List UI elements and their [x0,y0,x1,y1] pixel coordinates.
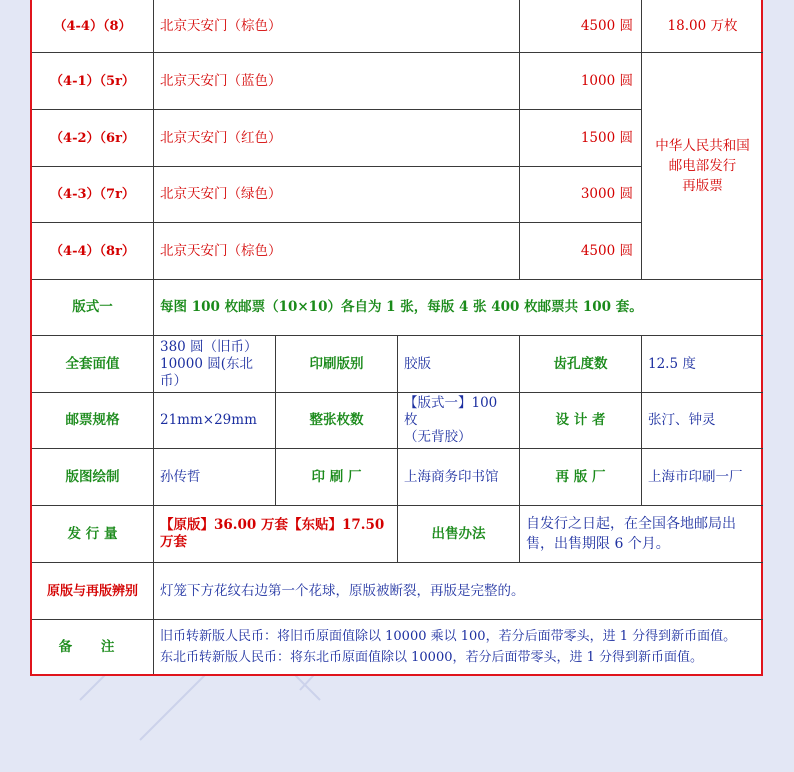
value-line: 10000 圆(东北币） [160,355,254,389]
size-label [32,393,154,449]
face-cell-3 [520,167,642,223]
sale-method-label [398,506,520,563]
value-line: 【版式一】100 枚 [404,395,498,428]
face-value: 4500 圆 [580,17,633,34]
value-text: 张汀、钟灵 [648,412,716,428]
code-cell-3 [32,167,154,223]
label-text: 备 注 [58,638,127,655]
value-text: 孙传哲 [160,468,201,485]
reissue-note-line: 邮电部发行 [668,158,737,174]
sheet-count-label [276,393,398,449]
printer-value [398,449,520,506]
reprinter-label [520,449,642,506]
remarks-label [32,620,154,674]
value-text: 胶版 [404,355,431,372]
stamp-name: 北京天安门（红色） [160,129,282,146]
face-value: 1000 圆 [580,72,633,89]
print-method-value [398,336,520,393]
value-line: 380 圆（旧币） [160,338,258,355]
face-cell-4 [520,223,642,280]
stamp-code: （4-3）（7r） [50,187,135,202]
perforation-label [520,336,642,393]
label-text: 再 版 厂 [555,468,606,485]
stamp-name: 北京天安门（棕色） [160,242,282,259]
reissue-note [642,53,763,280]
designer-value [642,393,763,449]
code-cell-2 [32,110,154,167]
code-cell-0 [32,0,154,53]
face-value: 3000 圆 [580,186,633,202]
value-text: 【原版】36.00 万套【东贴】17.50 万套 [160,517,385,550]
label-text: 印 刷 厂 [311,468,362,485]
label-text: 全套面值 [65,355,120,372]
value-text: 上海市印刷一厂 [648,468,743,485]
reprinter-value [642,449,763,506]
name-cell-4 [154,223,520,280]
label-text: 整张枚数 [309,412,364,428]
print-method-label [276,336,398,393]
label-text: 印刷版别 [309,355,364,372]
remark-line: 东北币转新版人民币：将东北币原面值除以 10000，若分后面带零头，进 1 分得到新币面值。 [160,650,704,665]
stamp-name: 北京天安门（棕色） [160,17,282,34]
face-cell-0 [520,0,642,53]
value-line: （无背胶） [404,429,472,445]
stamp-code: （4-4）（8） [53,18,132,34]
face-value: 1500 圆 [580,129,633,146]
issue-amount-label [32,506,154,563]
label-text: 版图绘制 [65,468,120,485]
face-cell-2 [520,110,642,167]
sale-method-value [520,506,763,563]
remarks-value [154,620,763,674]
face-cell-1 [520,53,642,110]
format-value [154,280,763,336]
total-face-label [32,336,154,393]
name-cell-1 [154,53,520,110]
label-text: 齿孔度数 [553,355,608,372]
reissue-note-line: 再版票 [682,178,723,194]
format-value-text: 每图 100 枚邮票（10×10）各自为 1 张，每版 4 张 400 枚邮票共 100 套。 [160,299,643,315]
label-text: 原版与再版辨别 [46,583,138,599]
stamp-code: （4-4）（8r） [50,243,135,259]
sheet-count-value [398,393,520,449]
distinguish-label [32,563,154,620]
code-cell-4 [32,223,154,280]
face-value: 4500 圆 [580,242,633,259]
qty-cell-0 [642,0,763,53]
drawing-label [32,449,154,506]
stamp-name: 北京天安门（绿色） [160,186,282,202]
designer-label [520,393,642,449]
issue-amount-value [154,506,398,563]
reissue-note-line: 中华人民共和国 [655,138,750,154]
drawing-value [154,449,276,506]
remark-line: 旧币转新版人民币：将旧币原面值除以 10000 乘以 100，若分后面带零头，进 1 分得到新币面值。 [160,629,737,644]
label-text: 出售办法 [431,525,486,542]
label-text: 邮票规格 [65,412,120,428]
stamp-code: （4-1）（5r） [50,73,135,89]
total-face-value [154,336,276,393]
format-label [32,280,154,336]
stamp-name: 北京天安门（蓝色） [160,72,282,89]
stamp-code: （4-2）（6r） [50,130,135,146]
printer-label [276,449,398,506]
name-cell-3 [154,167,520,223]
value-text: 21mm×29mm [160,412,257,428]
value-text: 自发行之日起，在全国各地邮局出售，出售期限 6 个月。 [526,516,736,552]
stamp-info-table [30,0,763,676]
code-cell-1 [32,53,154,110]
perforation-value [642,336,763,393]
issue-quantity: 18.00 万枚 [667,17,738,34]
name-cell-0 [154,0,520,53]
value-text: 上海商务印书馆 [404,468,499,485]
size-value [154,393,276,449]
name-cell-2 [154,110,520,167]
format-label-text: 版式一 [72,299,113,315]
value-text: 12.5 度 [648,355,696,372]
label-text: 发 行 量 [67,525,118,542]
distinguish-value [154,563,763,620]
label-text: 设 计 者 [555,412,606,428]
value-text: 灯笼下方花纹右边第一个花球，原版被断裂，再版是完整的。 [160,582,525,599]
